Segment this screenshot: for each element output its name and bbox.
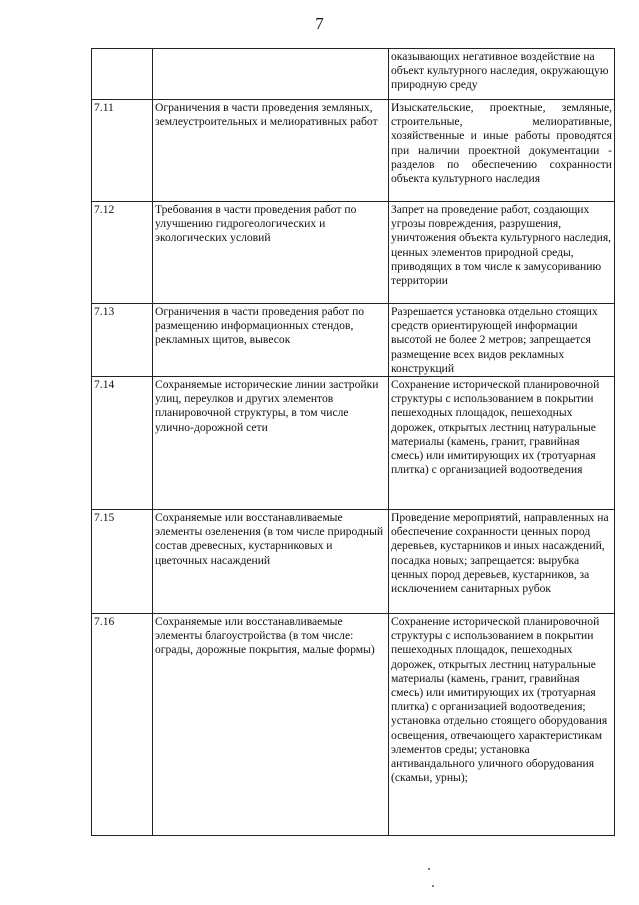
table-row	[92, 510, 615, 614]
row-number-cell: 7.15	[92, 510, 153, 614]
table-row	[92, 614, 615, 836]
scan-speck	[428, 868, 430, 870]
table-row	[92, 202, 615, 304]
subject-cell: Сохраняемые исторические линии застройки улиц, переулков и других элементов планировочной структуры, в том числе улично-дорожной сети	[153, 377, 389, 510]
table-row	[92, 100, 615, 202]
row-number-cell	[92, 49, 153, 100]
regulations-table	[91, 48, 615, 836]
subject-cell: Требования в части проведения работ по улучшению гидрогеологических и экологических условий	[153, 202, 389, 304]
page-number: 7	[315, 14, 324, 33]
row-number-cell: 7.12	[92, 202, 153, 304]
regulation-cell: Сохранение исторической планировочной структуры с использованием в покрытии пешеходных площадок, пешеходных дорожек, открытых лестниц натуральные материалы (камень, гранит, гравийная смесь) или имитирующих их (тротуарная плитка) с организацией водоотведения	[389, 377, 615, 510]
row-number-cell: 7.11	[92, 100, 153, 202]
subject-cell: Сохраняемые или восстанавливаемые элементы озеленения (в том числе природный состав древесных, кустарниковых и цветочных насаждений	[153, 510, 389, 614]
regulation-cell: Запрет на проведение работ, создающих угрозы повреждения, разрушения, уничтожения объекта культурного наследия, ценных элементов природной среды, приводящих в том числе к замусориванию территории	[389, 202, 615, 304]
table-row	[92, 49, 615, 100]
subject-cell	[153, 49, 389, 100]
row-number-cell: 7.13	[92, 304, 153, 377]
regulation-cell: Сохранение исторической планировочной структуры с использованием в покрытии пешеходных площадок, пешеходных дорожек, открытых лестниц натуральные материалы (камень, гранит, гравийная смесь) или имитирующих их (тротуарная плитка) с организацией водоотведения; установка отдельно стоящего оборудования освещения, отвечающего характеристикам элементов среды; установка антивандального уличного оборудования (скамьи, урны);	[389, 614, 615, 836]
subject-cell: Сохраняемые или восстанавливаемые элементы благоустройства (в том числе: ограды, дорожные покрытия, малые формы)	[153, 614, 389, 836]
subject-cell: Ограничения в части проведения работ по размещению информационных стендов, рекламных щитов, вывесок	[153, 304, 389, 377]
subject-cell: Ограничения в части проведения земляных, землеустроительных и мелиоративных работ	[153, 100, 389, 202]
regulation-cell: Проведение мероприятий, направленных на обеспечение сохранности ценных пород деревьев, кустарников и иных насаждений, посадка новых; запрещается: вырубка ценных пород деревьев, кустарников, за исключением санитарных рубок	[389, 510, 615, 614]
regulation-cell: оказывающих негативное воздействие на объект культурного наследия, окружающую природную среду	[389, 49, 615, 100]
regulation-cell: Изыскательские, проектные, земляные, строительные, мелиоративные, хозяйственные и иные работы проводятся при наличии проектной документации - разделов по обеспечению сохранности объекта культурного наследия	[389, 100, 615, 202]
row-number-cell: 7.16	[92, 614, 153, 836]
scan-speck	[432, 885, 434, 887]
row-number-cell: 7.14	[92, 377, 153, 510]
regulation-cell: Разрешается установка отдельно стоящих средств ориентирующей информации высотой не более 2 метров; запрещается размещение всех видов рекламных конструкций	[389, 304, 615, 377]
table-row	[92, 377, 615, 510]
table-row	[92, 304, 615, 377]
